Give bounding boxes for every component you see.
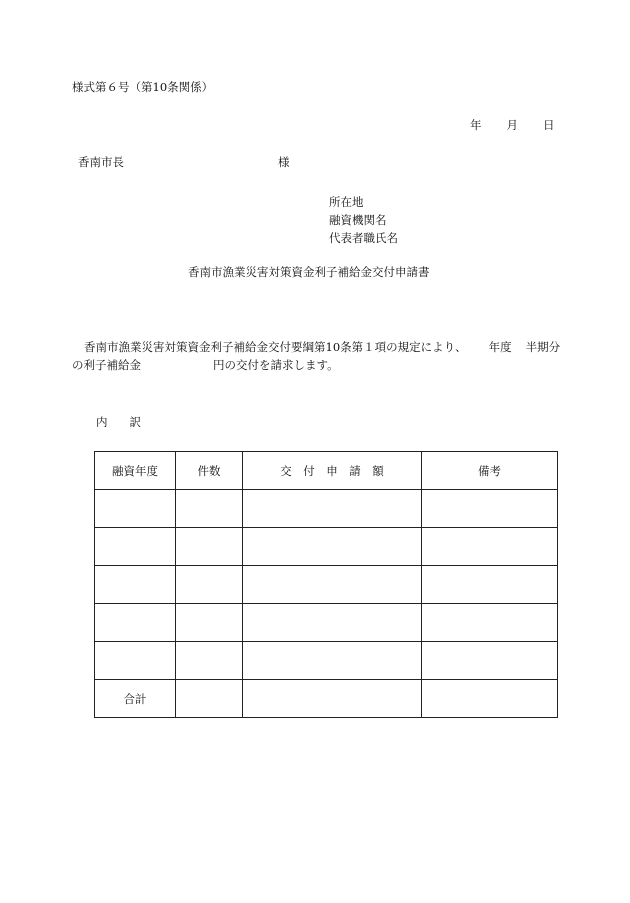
- cell-count[interactable]: [176, 642, 243, 680]
- cell-loan-year[interactable]: [95, 566, 176, 604]
- cell-total-count[interactable]: [176, 680, 243, 718]
- table-total-row: [95, 680, 558, 718]
- body-text-regulation: 香南市漁業災害対策資金利子補給金交付要綱第10条第１項の規定により、: [84, 340, 467, 354]
- breakdown-label-a: 内: [96, 415, 108, 429]
- breakdown-label: [96, 417, 141, 429]
- cell-total-remarks[interactable]: [422, 680, 558, 718]
- cell-remarks[interactable]: [422, 604, 558, 642]
- breakdown-label-b: 訳: [129, 415, 141, 429]
- applicant-block: [329, 193, 398, 247]
- table-header-row: [95, 452, 558, 490]
- cell-loan-year[interactable]: [95, 490, 176, 528]
- cell-remarks[interactable]: [422, 490, 558, 528]
- cell-loan-year[interactable]: [95, 528, 176, 566]
- table-row: [95, 528, 558, 566]
- date-day-label: 日: [543, 118, 555, 132]
- date-month-label: 月: [506, 118, 518, 132]
- cell-count[interactable]: [176, 490, 243, 528]
- cell-loan-year[interactable]: [95, 642, 176, 680]
- cell-count[interactable]: [176, 566, 243, 604]
- breakdown-table: [94, 451, 558, 718]
- cell-requested-amount[interactable]: [243, 528, 422, 566]
- cell-count[interactable]: [176, 604, 243, 642]
- body-line-2: [72, 360, 339, 372]
- cell-requested-amount[interactable]: [243, 642, 422, 680]
- cell-requested-amount[interactable]: [243, 604, 422, 642]
- header-requested-amount: 交 付 申 請 額: [243, 452, 422, 490]
- header-count: 件数: [176, 452, 243, 490]
- document-title: 香南市漁業災害対策資金利子補給金交付申請書: [188, 265, 430, 279]
- body-line-1: [84, 342, 560, 354]
- institution-label: 融資機関名: [329, 213, 387, 227]
- cell-remarks[interactable]: [422, 642, 558, 680]
- cell-requested-amount[interactable]: [243, 566, 422, 604]
- body-text-fiscal-year: 年度: [488, 340, 512, 354]
- header-loan-year: 融資年度: [95, 452, 176, 490]
- cell-remarks[interactable]: [422, 566, 558, 604]
- table-row: [95, 604, 558, 642]
- addressee-suffix: 様: [278, 155, 290, 169]
- cell-remarks[interactable]: [422, 528, 558, 566]
- address-label: 所在地: [329, 195, 364, 209]
- cell-loan-year[interactable]: [95, 604, 176, 642]
- body-text-half-period: 半期分: [525, 340, 561, 354]
- total-label: 合計: [95, 680, 176, 718]
- cell-requested-amount[interactable]: [243, 490, 422, 528]
- table-row: [95, 642, 558, 680]
- table-body: [95, 490, 558, 718]
- body-text-request: 円の交付を請求します。: [213, 358, 339, 372]
- form-number: 様式第６号（第10条関係）: [72, 80, 214, 94]
- addressee-name: 香南市長: [78, 155, 124, 169]
- date-year-label: 年: [470, 118, 482, 132]
- cell-count[interactable]: [176, 528, 243, 566]
- representative-label: 代表者職氏名: [329, 231, 398, 245]
- header-remarks: 備考: [422, 452, 558, 490]
- table-row: [95, 566, 558, 604]
- table-row: [95, 490, 558, 528]
- cell-total-amount[interactable]: [243, 680, 422, 718]
- body-text-subsidy: の利子補給金: [72, 358, 141, 372]
- date-line: [470, 120, 555, 132]
